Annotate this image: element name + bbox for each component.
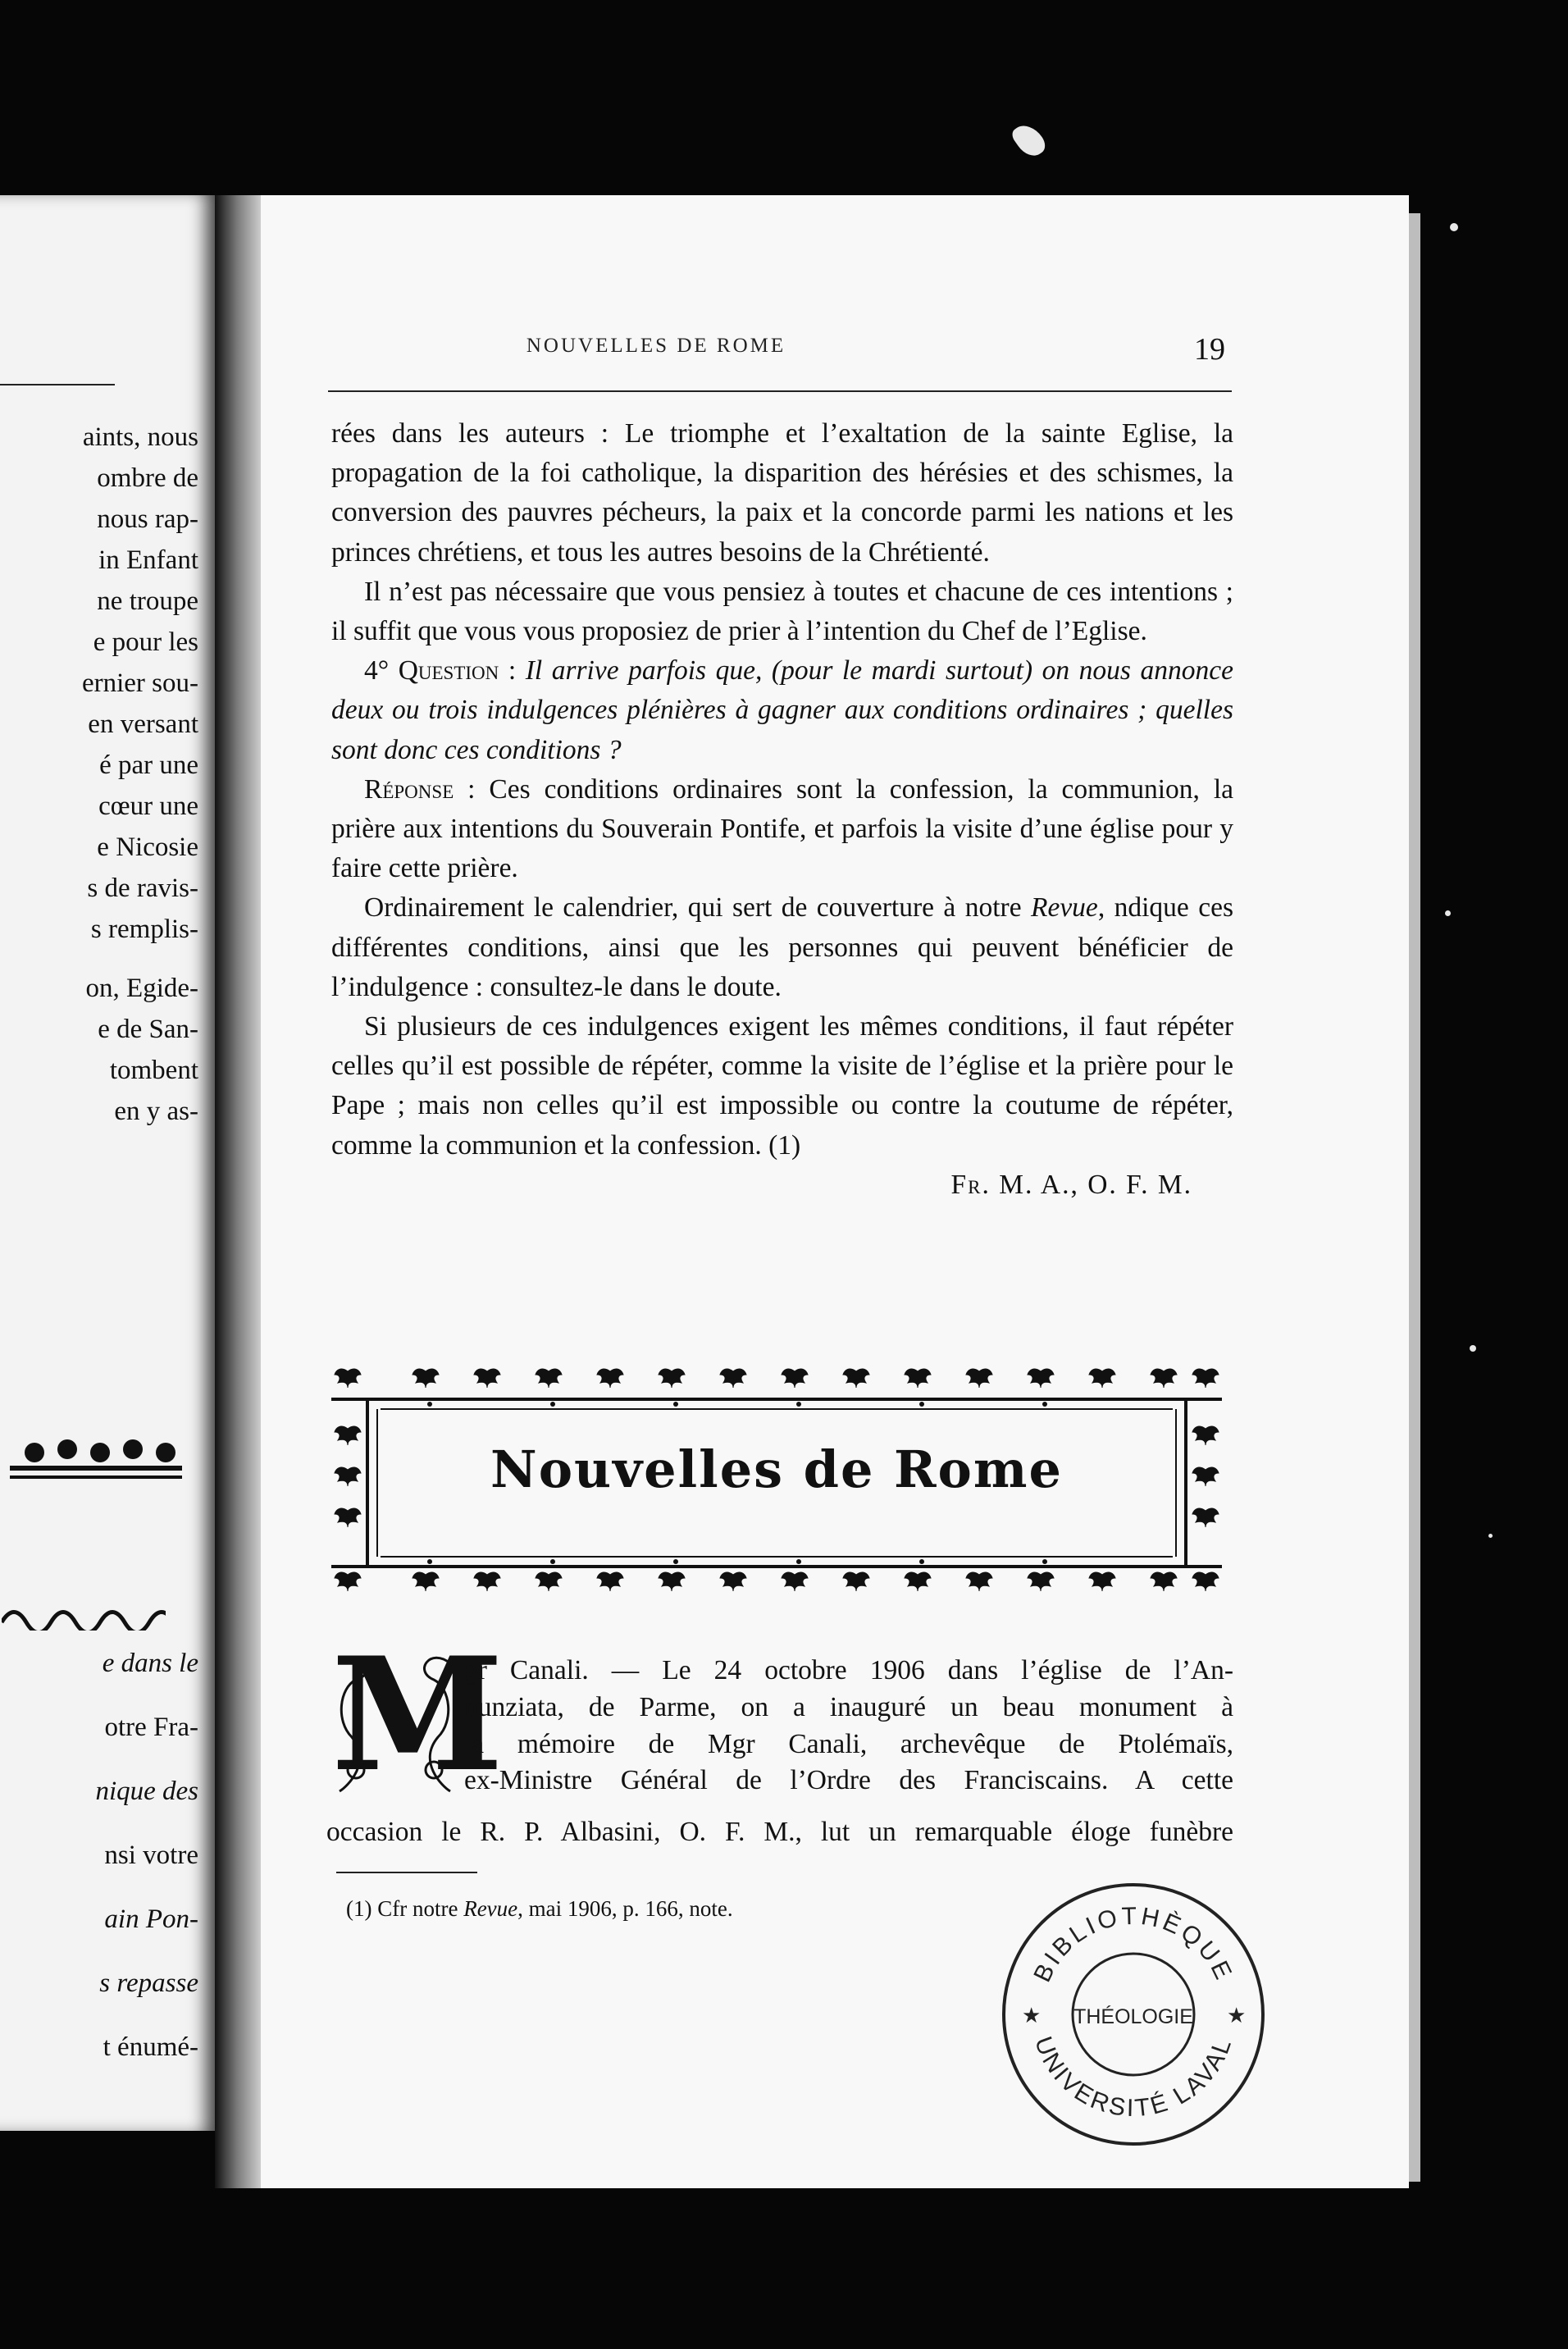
svg-text:UNIVERSITÉ LAVAL bbox=[1029, 2033, 1238, 2123]
left-line: ain Pon- bbox=[104, 1904, 198, 1934]
left-line: é par une bbox=[99, 750, 198, 780]
article-line: occasion le R. P. Albasini, O. F. M., lut un remarquable éloge funèbre bbox=[326, 1817, 1233, 1847]
answer-text: : Ces conditions ordinaires sont la confession, la communion, la prière aux intentions du Souverain Pontife, et parfois la visite d’une église pour y faire cette prière. bbox=[331, 773, 1233, 884]
stamp-star-icon: ★ bbox=[1227, 2004, 1247, 2027]
paragraph: Il n’est pas nécessaire que vous pensiez à toutes et chacune de ces intentions ; il suffit que vous vous proposiez de prier à l’intention du Chef de l’Eglise. bbox=[331, 576, 1233, 647]
left-line: s de ravis- bbox=[87, 873, 198, 903]
stamp-center-text: THÉOLOGIE bbox=[1073, 2005, 1193, 2028]
stamp-top-text: BIBLIOTHÈQUE bbox=[1028, 1902, 1238, 1986]
left-line: ombre de bbox=[97, 463, 198, 493]
svg-text:BIBLIOTHÈQUE bbox=[1028, 1903, 1238, 1986]
left-line: t énumé- bbox=[103, 2032, 198, 2062]
dust-speck bbox=[1470, 1345, 1476, 1352]
answer-label: Réponse bbox=[364, 773, 454, 805]
left-line: nique des bbox=[95, 1777, 198, 1806]
left-line: aints, nous bbox=[82, 422, 198, 452]
left-page-rule bbox=[0, 384, 115, 385]
paragraph-text: Ordinairement le calendrier, qui sert de couverture à notre bbox=[364, 892, 1031, 924]
left-page-text bbox=[2, 417, 198, 1132]
question-colon: : bbox=[499, 655, 526, 686]
header-rule bbox=[328, 390, 1232, 392]
left-line: tombent bbox=[109, 1056, 198, 1085]
section-title: Nouvelles de Rome bbox=[490, 1439, 1063, 1499]
body-text bbox=[331, 414, 1233, 1205]
article-line: nunziata, de Parme, on a inauguré un beau monument à bbox=[464, 1691, 1233, 1722]
left-facing-page bbox=[0, 195, 215, 2131]
footnote-text: , mai 1906, p. 166, note. bbox=[517, 1896, 733, 1921]
signature: Fr. M. A., O. F. M. bbox=[950, 1169, 1192, 1200]
left-line: en versant bbox=[88, 709, 198, 739]
left-line: cœur une bbox=[98, 791, 198, 821]
paragraph-text: , ndique ces différentes conditions, ainsi que les personnes qui peuvent bénéficier de l’indulgence : consultez-le dans le doute. bbox=[331, 892, 1233, 1002]
footnote bbox=[346, 1896, 733, 1922]
paragraph bbox=[331, 888, 1233, 1007]
paragraph: Si plusieurs de ces indulgences exigent les mêmes conditions, il faut répéter celles qu’il est possible de répéter, comme la visite de l’église et la prière pour le Pape ; mais non celles qu’il est impossible ou contre la coutume de répéter, comme la communion et la confession. (1) bbox=[331, 1011, 1233, 1161]
left-line: ne troupe bbox=[97, 586, 198, 616]
stamp-bottom-text: UNIVERSITÉ LAVAL bbox=[1028, 2032, 1238, 2123]
article-line: ex-Ministre Général de l’Ordre des Franciscains. A cette bbox=[464, 1765, 1233, 1796]
left-line: otre Fra- bbox=[104, 1713, 198, 1742]
left-line: s remplis- bbox=[90, 915, 198, 944]
footnote-revue: Revue bbox=[463, 1896, 518, 1921]
left-page-ornament bbox=[2, 1438, 182, 1485]
question-text: Il arrive parfois que, (pour le mardi surtout) on nous annonce deux ou trois indulgences plénières à gagner aux conditions ordinaires ; quelles sont donc ces conditions ? bbox=[331, 655, 1234, 765]
library-stamp bbox=[999, 1880, 1268, 2149]
left-line: in Enfant bbox=[98, 545, 198, 575]
left-line: ernier sou- bbox=[81, 668, 198, 698]
left-line: s repasse bbox=[99, 1968, 198, 1998]
left-page-italic-text bbox=[2, 1643, 198, 2091]
footnote-rule bbox=[336, 1872, 477, 1873]
footnote-marker: (1) bbox=[346, 1896, 372, 1921]
paragraph: rées dans les auteurs : Le triomphe et l’exaltation de la sainte Eglise, la propagation de la foi catholique, la disparition des hérésies et des schismes, la conversion des pauvres pécheurs, la paix et la concorde parmi les nations et les princes chrétiens, et tous les autres besoins de la Chrétienté. bbox=[331, 418, 1233, 568]
left-line: e de San- bbox=[98, 1015, 198, 1044]
page-number: 19 bbox=[1194, 332, 1225, 367]
article-text bbox=[464, 1653, 1233, 1799]
left-line: on, Egide- bbox=[85, 974, 198, 1003]
dust-speck bbox=[1450, 223, 1458, 231]
article-line: la mémoire de Mgr Canali, archevêque de Ptolémaïs, bbox=[464, 1728, 1233, 1759]
left-page-wave-ornament bbox=[2, 1598, 166, 1631]
question-number: 4° bbox=[364, 655, 399, 686]
question-label: Question bbox=[398, 655, 499, 686]
question-paragraph bbox=[331, 651, 1233, 770]
drop-cap-letter: M bbox=[331, 1623, 504, 1806]
left-line: e dans le bbox=[102, 1649, 198, 1678]
dust-speck bbox=[1010, 119, 1050, 162]
dust-speck bbox=[1445, 910, 1451, 916]
footnote-text: Cfr notre bbox=[371, 1896, 464, 1921]
left-line: e Nicosie bbox=[97, 832, 198, 862]
running-head: NOUVELLES DE ROME bbox=[526, 335, 786, 357]
stamp-star-icon: ★ bbox=[1022, 2004, 1042, 2027]
book-gutter bbox=[215, 195, 264, 2188]
left-line: en y as- bbox=[114, 1097, 198, 1126]
dust-speck bbox=[1488, 1534, 1493, 1538]
left-line: e pour les bbox=[93, 627, 198, 657]
answer-paragraph bbox=[331, 770, 1233, 889]
revue-italic: Revue bbox=[1030, 892, 1098, 924]
left-line: nous rap- bbox=[97, 504, 198, 534]
page-edge bbox=[1409, 213, 1420, 2182]
left-line: nsi votre bbox=[104, 1840, 198, 1870]
article-line: gr Canali. — Le 24 octobre 1906 dans l’église de l’An- bbox=[464, 1655, 1233, 1685]
